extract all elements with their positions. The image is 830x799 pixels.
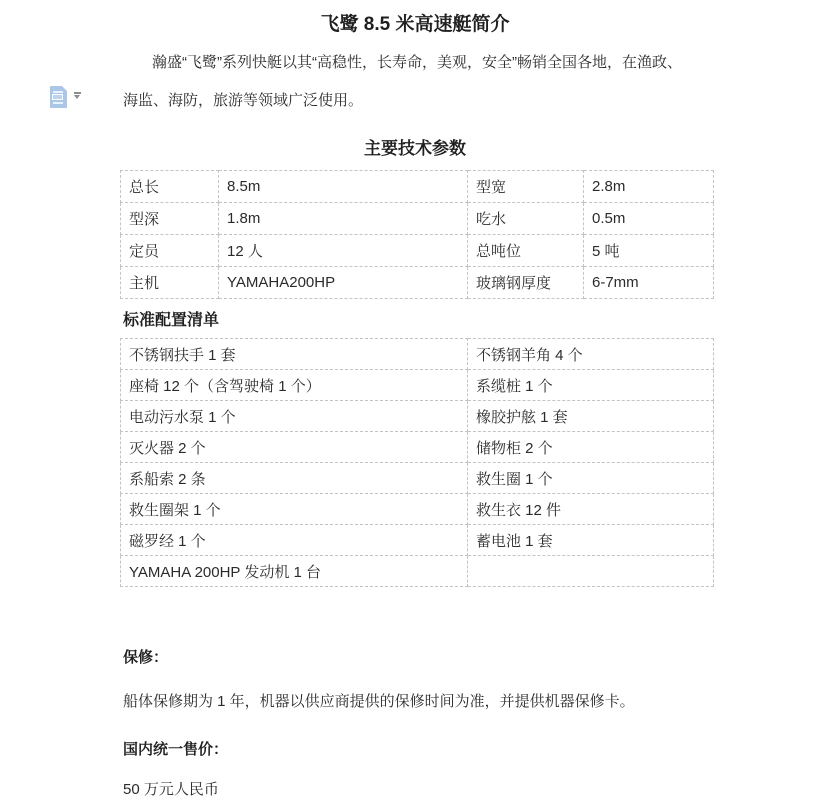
warranty-heading: 保修： [123,649,169,666]
config-table [120,338,714,587]
spec-label-cell: 玻璃钢厚度 [468,267,584,299]
spec-label-cell: 总长 [121,171,219,203]
table-row [121,556,714,587]
warranty-text: 船体保修期为 1 年，机器以供应商提供的保修时间为准，并提供机器保修卡。 [123,693,635,710]
config-item-cell: 救生圈架 1 个 [121,494,468,525]
spec-label-cell: 主机 [121,267,219,299]
config-item-cell: 电动污水泵 1 个 [121,401,468,432]
spec-value-cell: 6-7mm [584,267,714,299]
config-section-heading: 标准配置清单 [123,312,220,329]
spec-value-cell: 8.5m [219,171,468,203]
config-item-cell: 救生圈 1 个 [468,463,714,494]
table-row [121,494,714,525]
config-item-cell: 座椅 12 个（含驾驶椅 1 个） [121,370,468,401]
price-text: 50 万元人民币 [123,781,219,798]
spec-value-cell: 2.8m [584,171,714,203]
config-item-cell: 橡胶护舷 1 套 [468,401,714,432]
config-item-cell: YAMAHA 200HP 发动机 1 台 [121,556,468,587]
paste-options-icon [50,86,67,108]
spec-value-cell: 1.8m [219,203,468,235]
spec-value-cell: 0.5m [584,203,714,235]
spec-label-cell: 型深 [121,203,219,235]
price-heading: 国内统一售价： [123,741,229,758]
spec-label-cell: 总吨位 [468,235,584,267]
table-row [121,203,714,235]
config-item-cell: 系船索 2 条 [121,463,468,494]
spec-label-cell: 定员 [121,235,219,267]
spec-label-cell: 型宽 [468,171,584,203]
page-title: 飞鹭 8.5 米高速艇简介 [320,14,510,35]
table-row [121,525,714,556]
chevron-down-icon[interactable] [73,92,82,101]
specs-section-heading: 主要技术参数 [364,139,466,158]
spec-label-cell: 吃水 [468,203,584,235]
config-item-cell: 灭火器 2 个 [121,432,468,463]
table-row [121,401,714,432]
paste-options-button[interactable] [48,85,84,111]
table-row [121,339,714,370]
table-row [121,235,714,267]
intro-paragraph-line1: 瀚盛“飞鹭”系列快艇以其“高稳性，长寿命，美观，安全”畅销全国各地，在渔政、 [152,54,682,71]
config-item-cell: 蓄电池 1 套 [468,525,714,556]
config-item-cell: 不锈钢羊角 4 个 [468,339,714,370]
table-row [121,463,714,494]
config-item-cell [468,556,714,587]
config-item-cell: 储物柜 2 个 [468,432,714,463]
table-row [121,267,714,299]
table-row [121,370,714,401]
spec-value-cell: YAMAHA200HP [219,267,468,299]
spec-value-cell: 12 人 [219,235,468,267]
config-item-cell: 救生衣 12 件 [468,494,714,525]
specs-table [120,170,714,299]
config-item-cell: 不锈钢扶手 1 套 [121,339,468,370]
config-item-cell: 系缆桩 1 个 [468,370,714,401]
table-row [121,171,714,203]
table-row [121,432,714,463]
spec-value-cell: 5 吨 [584,235,714,267]
config-item-cell: 磁罗经 1 个 [121,525,468,556]
intro-paragraph-line2: 海监、海防，旅游等领域广泛使用。 [123,92,364,109]
